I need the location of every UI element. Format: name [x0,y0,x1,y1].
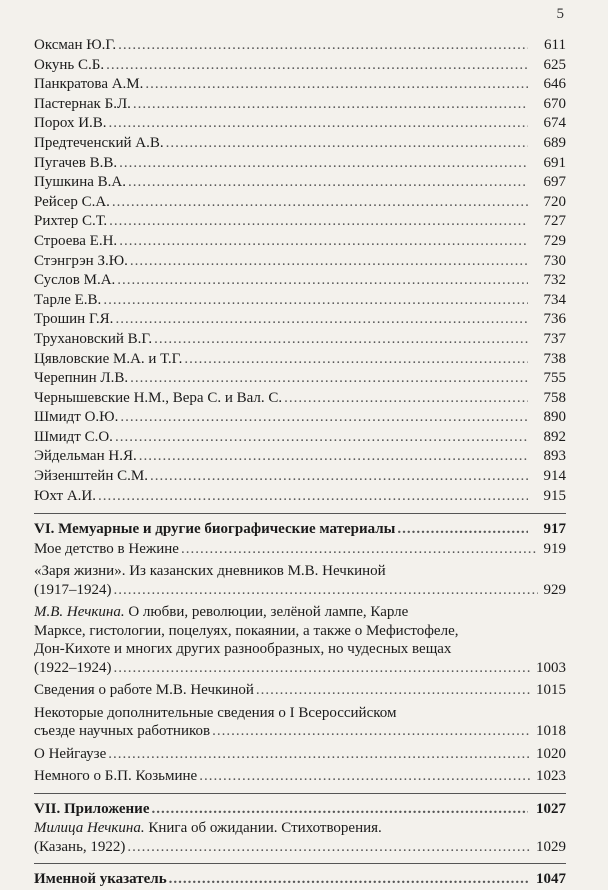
toc-entry[interactable] [34,408,566,428]
entry-page: 1003 [536,659,566,676]
entry-page: 893 [543,448,566,465]
entry-page: 1015 [536,682,566,699]
dot-leader [119,232,528,252]
toc-entry[interactable] [34,767,566,786]
entry-name: Трошин Г.Я. [34,311,114,328]
entry-text [34,745,106,764]
entry-name: Трухановский В.Г. [34,330,153,347]
section-vi-heading [34,520,566,540]
entry-title-line: (1922–1924) [34,659,112,676]
dot-leader [145,75,528,95]
toc-entry[interactable] [34,467,566,487]
toc-entry[interactable] [34,540,566,559]
entry-page: 611 [544,37,566,53]
dot-leader [184,350,528,370]
dot-leader [118,36,528,56]
entry-line [34,640,566,659]
entry-page: 736 [543,311,566,328]
dot-leader [151,800,528,820]
dot-leader [154,330,528,350]
dot-leader [109,114,528,134]
section-vii-heading [34,800,566,820]
entry-name: Пушкина В.А. [34,174,126,191]
entry-name: Эйдельман Н.Я. [34,448,137,465]
entry-text [34,681,254,700]
entry-page: 625 [543,56,566,73]
section-vii-items [34,819,566,856]
entry-author: М.В. Нечкина. [34,604,125,621]
toc-entry[interactable] [34,291,566,311]
entry-page: 919 [543,540,566,557]
entry-name: Порох И.В. [34,115,107,132]
page-number: 5 [556,6,564,22]
toc-entry[interactable] [34,704,566,741]
entry-name: Рейсер С.А. [34,193,110,210]
dot-leader [119,154,528,174]
section-vi-items [34,540,566,786]
dot-leader [115,428,528,448]
entry-name: Панкратова А.М. [34,76,144,93]
entry-title-line: Немного о Б.П. Козьмине [34,768,198,785]
toc-entry[interactable] [34,154,566,174]
toc-entry[interactable] [34,389,566,409]
entry-text [34,820,382,836]
entry-text [34,604,408,620]
entry-page: 890 [543,409,566,426]
entry-name: Строева Е.Н. [34,232,118,249]
entry-text [34,540,179,559]
entry-page: 670 [543,95,566,112]
entry-line [34,767,566,786]
toc-entry[interactable] [34,95,566,115]
dot-leader [108,745,530,764]
entry-page: 915 [543,487,566,504]
section-title: VI. Мемуарные и другие биографические материалы [34,521,396,538]
entry-name: Шмидт С.О. [34,428,113,445]
dot-leader [98,487,528,507]
entry-name: Пастернак Б.Л. [34,95,131,112]
section-page: 917 [543,521,566,538]
toc-entry[interactable] [34,252,566,272]
toc-entry[interactable] [34,75,566,95]
entry-title-line: О Нейгаузе [34,745,107,762]
entry-title-line: Мое детство в Нежине [34,540,179,557]
dot-leader [133,95,528,115]
entry-title-line: Дон-Кихоте и многих других разнообразных, но чудесных вещах [34,641,452,658]
toc-entry[interactable] [34,134,566,154]
dot-leader [139,447,528,467]
toc-entry[interactable] [34,232,566,252]
entry-name: Рихтер С.Т. [34,213,108,230]
entry-page: 1018 [536,723,566,740]
entry-text [34,623,458,639]
toc-entry[interactable] [34,114,566,134]
dot-leader [256,681,530,700]
index-heading [34,870,566,890]
entry-page: 758 [543,389,566,406]
dot-leader [127,838,530,857]
dot-leader [130,252,528,272]
dot-leader [109,212,528,232]
dot-leader [199,767,530,786]
entry-text [34,838,125,857]
toc-entry[interactable] [34,603,566,677]
entry-title-line: Сведения о работе М.В. Нечкиной [34,682,254,699]
entry-text [34,705,396,721]
toc-entry[interactable] [34,745,566,764]
entry-text [34,659,112,678]
dot-leader [120,408,528,428]
toc-entry[interactable] [34,819,566,856]
entry-name: Цявловские М.А. и Т.Г. [34,350,183,367]
toc-entry[interactable] [34,36,566,56]
persons-list [34,36,566,506]
entry-text [34,722,210,741]
entry-line [34,704,566,723]
entry-line [34,819,566,838]
entry-page: 892 [543,428,566,445]
dot-leader [150,467,528,487]
entry-line [34,622,566,641]
dot-leader [114,581,538,600]
entry-author: Милица Нечкина. [34,820,145,837]
entry-name: Пугачев В.В. [34,154,118,171]
dot-leader [130,369,528,389]
entry-name: Черепнин Л.В. [34,370,129,387]
toc-entry[interactable] [34,369,566,389]
toc-entry[interactable] [34,562,566,599]
entry-page: 720 [543,193,566,210]
toc-entry[interactable] [34,310,566,330]
entry-title-line: Некоторые дополнительные сведения о I Всероссийском [34,704,397,721]
entry-page: 730 [543,252,566,269]
entry-name: Юхт А.И. [34,487,97,504]
entry-page: 737 [543,330,566,347]
entry-name: Стэнгрэн З.Ю. [34,252,128,269]
divider [34,863,566,864]
entry-name: Тарле Е.В. [34,291,102,308]
entry-line [34,681,566,700]
entry-page: 691 [543,154,566,171]
entry-name: Оксман Ю.Г. [34,37,117,53]
dot-leader [169,870,528,890]
index-title: Именной указатель [34,871,167,888]
entry-title-line: Книга об ожидании. Стихотворения. [144,820,382,837]
entry-text [34,767,197,786]
toc-entry[interactable] [34,56,566,76]
entry-page: 729 [543,232,566,249]
dot-leader [106,56,528,76]
divider [34,793,566,794]
dot-leader [112,193,528,213]
entry-line [34,540,566,559]
dot-leader [181,540,538,559]
dot-leader [117,271,528,291]
entry-title-line: съезде научных работников [34,723,211,740]
entry-name: Суслов М.А. [34,272,116,289]
entry-name: Чернышевские Н.М., Вера С. и Вал. С. [34,389,283,406]
entry-page: 755 [543,370,566,387]
entry-title-line: «Заря жизни». Из казанских дневников М.В. Нечкиной [34,563,386,580]
dot-leader [397,520,528,540]
entry-line [34,838,566,857]
dot-leader [114,659,531,678]
entry-page: 1023 [536,768,566,785]
section-page: 1027 [536,800,566,817]
entry-page: 1020 [536,745,566,762]
entry-text [34,641,451,657]
entry-page: 734 [543,291,566,308]
toc-entry[interactable] [34,487,566,507]
entry-text [34,581,112,600]
toc-entry[interactable] [34,447,566,467]
divider [34,513,566,514]
entry-line [34,659,566,678]
entry-line [34,722,566,741]
entry-page: 674 [543,115,566,132]
entry-title-line: (1917–1924) [34,581,112,598]
toc-entry[interactable] [34,681,566,700]
entry-page: 697 [543,174,566,191]
dot-leader [284,389,528,409]
entry-line [34,581,566,600]
entry-title-line: (Казань, 1922) [34,838,126,855]
entry-name: Предтеченский А.В. [34,134,164,151]
dot-leader [212,722,530,741]
toc-entry[interactable] [34,428,566,448]
entry-name: Шмидт О.Ю. [34,409,119,426]
entry-page: 727 [543,213,566,230]
toc-entry[interactable] [34,212,566,232]
dot-leader [166,134,528,154]
entry-page: 646 [543,76,566,93]
dot-leader [115,310,528,330]
entry-page: 1029 [536,838,566,855]
entry-page: 738 [543,350,566,367]
entry-line [34,562,566,581]
entry-name: Эйзенштейн С.М. [34,468,148,485]
toc-entry[interactable] [34,330,566,350]
toc-entry[interactable] [34,350,566,370]
entry-page: 929 [543,581,566,598]
section-title: VII. Приложение [34,800,150,817]
entry-line [34,603,566,622]
toc-entry[interactable] [34,173,566,193]
toc-entry[interactable] [34,271,566,291]
entry-name: Окунь С.Б. [34,56,105,73]
index-page: 1047 [536,871,566,888]
dot-leader [128,173,528,193]
entry-page: 689 [543,134,566,151]
toc-entry[interactable] [34,193,566,213]
entry-page: 732 [543,272,566,289]
entry-title-line: О любви, революции, зелёной лампе, Карле [124,604,409,621]
entry-line [34,745,566,764]
dot-leader [103,291,528,311]
table-of-contents [34,36,566,890]
entry-text [34,563,386,579]
entry-page: 914 [543,468,566,485]
entry-title-line: Марксе, гистологии, поцелуях, покаянии, а также о Мефистофеле, [34,622,459,639]
